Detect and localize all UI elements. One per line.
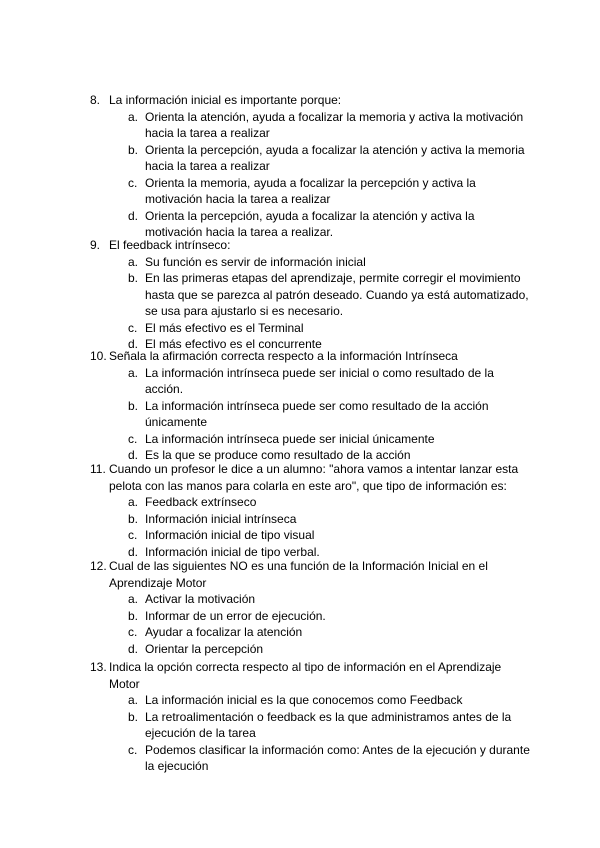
option-letter: b. <box>128 271 139 285</box>
option-text: La retroalimentación o feedback es la que administramos antes de la ejecución de la tarea <box>145 709 512 740</box>
option-text: Podemos clasificar la información como: Antes de la ejecución y durante la ejecución <box>145 742 530 773</box>
option <box>128 254 530 271</box>
option <box>128 270 530 320</box>
option-letter: c. <box>128 175 138 190</box>
option-text: Información inicial de tipo verbal. <box>145 544 320 559</box>
option-text: La información intrínseca puede ser inicial o como resultado de la acción. <box>145 365 494 396</box>
option-letter: a. <box>128 109 139 124</box>
option-letter: d. <box>128 337 139 351</box>
option-letter: d. <box>128 208 139 223</box>
option <box>128 527 530 544</box>
option-letter: a. <box>128 592 139 606</box>
option <box>128 398 530 431</box>
option-letter: d. <box>128 641 139 656</box>
option-text: Informar de un error de ejecución. <box>145 608 326 623</box>
option-list <box>90 254 530 353</box>
option-text: Orienta la memoria, ayuda a focalizar la percepción y activa la motivación hacia la tarea a realizar <box>145 175 476 206</box>
question-10 <box>90 348 530 464</box>
question-9 <box>90 237 530 353</box>
question-number: 13. <box>90 660 107 674</box>
option <box>128 175 530 208</box>
option-letter: d. <box>128 448 139 462</box>
question-8 <box>90 92 530 241</box>
option <box>128 431 530 448</box>
option-text: La información inicial es la que conocemos como Feedback <box>145 693 463 707</box>
option-letter: a. <box>128 693 139 707</box>
question-text: Cuando un profesor le dice a un alumno: "ahora vamos a intentar lanzar esta pelota con las manos para colarla en este aro", que tipo de información es: <box>109 462 519 493</box>
question-number: 11. <box>90 462 106 476</box>
option <box>128 142 530 175</box>
option-letter: a. <box>128 495 139 509</box>
option-list <box>90 591 530 657</box>
option-text: La información intrínseca puede ser inicial únicamente <box>145 431 435 446</box>
option <box>128 591 530 608</box>
option-letter: a. <box>128 365 139 380</box>
option <box>128 692 530 709</box>
option <box>128 641 530 658</box>
option-text: Feedback extrínseco <box>145 495 257 509</box>
option-text: Orientar la percepción <box>145 641 264 656</box>
question-text: El feedback intrínseco: <box>109 238 231 252</box>
option <box>128 608 530 625</box>
question-text: Señala la afirmación correcta respecto a la información Intrínseca <box>109 349 458 363</box>
option-letter: b. <box>128 511 139 526</box>
option-letter: d. <box>128 544 139 559</box>
option <box>128 709 530 742</box>
option-list <box>90 365 530 464</box>
option <box>128 624 530 641</box>
option-letter: c. <box>128 742 138 757</box>
option-letter: c. <box>128 431 138 446</box>
option <box>128 742 530 775</box>
option-letter: b. <box>128 398 139 413</box>
question-number: 10. <box>90 349 107 363</box>
option <box>128 320 530 337</box>
option-list <box>90 109 530 241</box>
option-text: Información inicial intrínseca <box>145 511 297 526</box>
option <box>128 109 530 142</box>
option-text: En las primeras etapas del aprendizaje, permite corregir el movimiento hasta que se parezca al patrón deseado. Cuando ya está automatizado, se usa para ajustarlo si es necesario. <box>145 271 529 318</box>
option-text: Ayudar a focalizar la atención <box>145 625 303 639</box>
option-text: La información intrínseca puede ser como resultado de la acción únicamente <box>145 398 489 429</box>
option-text: Orienta la atención, ayuda a focalizar la memoria y activa la motivación hacia la tarea a realizar <box>145 109 524 140</box>
option-text: Orienta la percepción, ayuda a focalizar la atención y activa la motivación hacia la tarea a realizar. <box>145 208 475 239</box>
question-number: 9. <box>90 238 101 252</box>
question-text: La información inicial es importante porque: <box>109 93 342 107</box>
question-text: Indica la opción correcta respecto al tipo de información en el Aprendizaje Motor <box>109 660 502 691</box>
option-letter: b. <box>128 709 139 724</box>
option-letter: c. <box>128 528 138 542</box>
option-list <box>90 692 530 775</box>
question-text: Cual de las siguientes NO es una función de la Información Inicial en el Aprendizaje Motor <box>109 559 488 590</box>
option-letter: b. <box>128 608 139 623</box>
option-text: El más efectivo es el Terminal <box>145 320 304 335</box>
option-letter: c. <box>128 625 138 639</box>
question-number: 12. <box>90 559 107 573</box>
option <box>128 365 530 398</box>
question-number: 8. <box>90 93 101 107</box>
question-11 <box>90 461 530 560</box>
question-12 <box>90 558 530 657</box>
option-letter: b. <box>128 142 139 157</box>
option-text: El más efectivo es el concurrente <box>145 337 322 351</box>
option-list <box>90 494 530 560</box>
option <box>128 494 530 511</box>
option-letter: a. <box>128 254 139 269</box>
question-13 <box>90 659 530 775</box>
option-text: Activar la motivación <box>145 592 256 606</box>
option <box>128 208 530 241</box>
option-text: Es la que se produce como resultado de la acción <box>145 448 411 462</box>
option <box>128 511 530 528</box>
option-text: Información inicial de tipo visual <box>145 528 315 542</box>
option-letter: c. <box>128 320 138 335</box>
option-text: Su función es servir de información inicial <box>145 254 366 269</box>
option-text: Orienta la percepción, ayuda a focalizar la atención y activa la memoria hacia la tarea a realizar <box>145 142 525 173</box>
